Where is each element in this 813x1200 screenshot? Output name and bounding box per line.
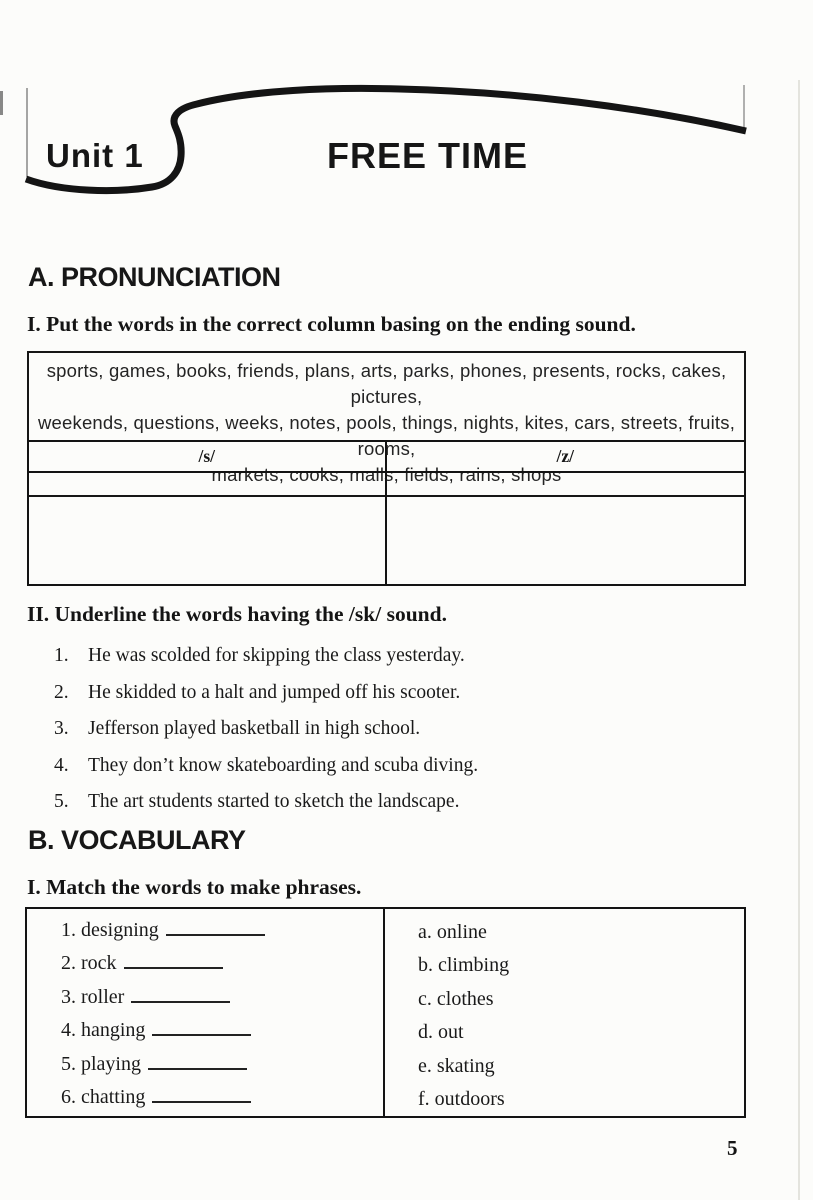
- sentence-item: [54, 791, 478, 828]
- match-option-letter: a.: [418, 921, 432, 943]
- answer-blank: [124, 954, 223, 969]
- match-option-letter: e.: [418, 1054, 432, 1077]
- exercise-b1-instruction: I. Match the words to make phrases.: [27, 875, 362, 899]
- sentence-number: 3.: [54, 718, 69, 739]
- column-header-s: /s/: [29, 442, 387, 473]
- unit-label: Unit 1: [46, 137, 144, 174]
- match-item-word: playing: [81, 1052, 141, 1075]
- sentence-text: He skidded to a halt and jumped off his scooter.: [88, 681, 461, 703]
- match-option-word: online: [436, 921, 487, 943]
- match-option: [418, 954, 509, 987]
- sentence-number: 1.: [54, 645, 69, 666]
- sentence-item: [54, 718, 478, 755]
- sentence-text: The art students started to sketch the landscape.: [88, 791, 460, 812]
- sentence-item: [54, 645, 478, 682]
- match-item: [61, 986, 265, 1019]
- section-b-heading: B. VOCABULARY: [28, 825, 246, 855]
- match-item-number: 4.: [61, 1019, 76, 1042]
- match-item: [61, 952, 265, 985]
- match-option-letter: b.: [418, 954, 433, 977]
- sentence-item: [54, 755, 478, 792]
- scan-edge-shadow: [798, 80, 800, 1200]
- exercise-a1-instruction: I. Put the words in the correct column basing on the ending sound.: [27, 312, 636, 336]
- match-item: [61, 1086, 265, 1119]
- match-item-number: 3.: [61, 985, 76, 1008]
- answer-blank: [148, 1055, 247, 1070]
- matching-table: [25, 907, 746, 1118]
- sentence-item: [54, 682, 478, 719]
- sentence-list: [54, 645, 478, 828]
- word-bank-line: sports, games, books, friends, plans, arts, parks, phones, presents, rocks, cakes, pictures,: [46, 360, 727, 407]
- match-item-number: 2.: [61, 952, 76, 975]
- section-a-heading: A. PRONUNCIATION: [28, 262, 281, 292]
- exercise-a2-instruction: II. Underline the words having the /sk/ sound.: [27, 602, 447, 626]
- sound-column-table: [27, 440, 746, 586]
- match-option-letter: d.: [418, 1021, 433, 1044]
- word-bank-line: markets, cooks, malls, fields, rains, shops: [211, 464, 562, 485]
- table-divider: [383, 909, 385, 1116]
- page-number: 5: [727, 1136, 738, 1160]
- matching-right-column: [418, 921, 509, 1121]
- sentence-number: 2.: [54, 681, 69, 703]
- match-option-word: skating: [436, 1054, 495, 1077]
- match-option-word: out: [438, 1021, 464, 1044]
- match-option: [418, 1055, 509, 1088]
- match-item-word: designing: [81, 919, 159, 941]
- match-option-word: clothes: [436, 987, 494, 1010]
- header-swoosh-graphic: [0, 0, 813, 215]
- match-item: [61, 1019, 265, 1052]
- sentence-number: 4.: [54, 754, 69, 776]
- column-header-z: /z/: [387, 442, 745, 473]
- match-item-word: hanging: [81, 1019, 146, 1042]
- sentence-text: Jefferson played basketball in high school.: [88, 718, 421, 739]
- match-item: [61, 919, 265, 952]
- answer-cell-s: [29, 473, 387, 584]
- match-item: [61, 1053, 265, 1086]
- match-option-letter: c.: [418, 987, 432, 1010]
- match-item-number: 1.: [61, 919, 76, 941]
- sentence-text: They don’t know skateboarding and scuba diving.: [88, 754, 479, 776]
- match-option-word: outdoors: [434, 1087, 505, 1110]
- match-item-word: roller: [81, 985, 125, 1008]
- match-item-number: 6.: [61, 1085, 76, 1108]
- match-item-number: 5.: [61, 1052, 76, 1075]
- match-option: [418, 1088, 509, 1121]
- sentence-number: 5.: [54, 791, 69, 812]
- match-option-word: climbing: [438, 954, 510, 977]
- answer-blank: [166, 921, 265, 936]
- sentence-text: He was scolded for skipping the class yesterday.: [88, 645, 465, 666]
- answer-blank: [152, 1021, 251, 1036]
- word-bank-line: weekends, questions, weeks, notes, pools, things, nights, kites, cars, streets, fruits, rooms,: [37, 412, 736, 459]
- answer-blank: [131, 988, 230, 1003]
- match-option: [418, 988, 509, 1021]
- match-item-word: chatting: [81, 1085, 146, 1108]
- match-option-letter: f.: [418, 1087, 430, 1110]
- match-item-word: rock: [81, 952, 117, 975]
- matching-left-column: [61, 919, 265, 1119]
- answer-blank: [152, 1088, 251, 1103]
- match-option: [418, 921, 509, 954]
- answer-cell-z: [387, 473, 745, 584]
- page-title: FREE TIME: [327, 135, 529, 176]
- match-option: [418, 1021, 509, 1054]
